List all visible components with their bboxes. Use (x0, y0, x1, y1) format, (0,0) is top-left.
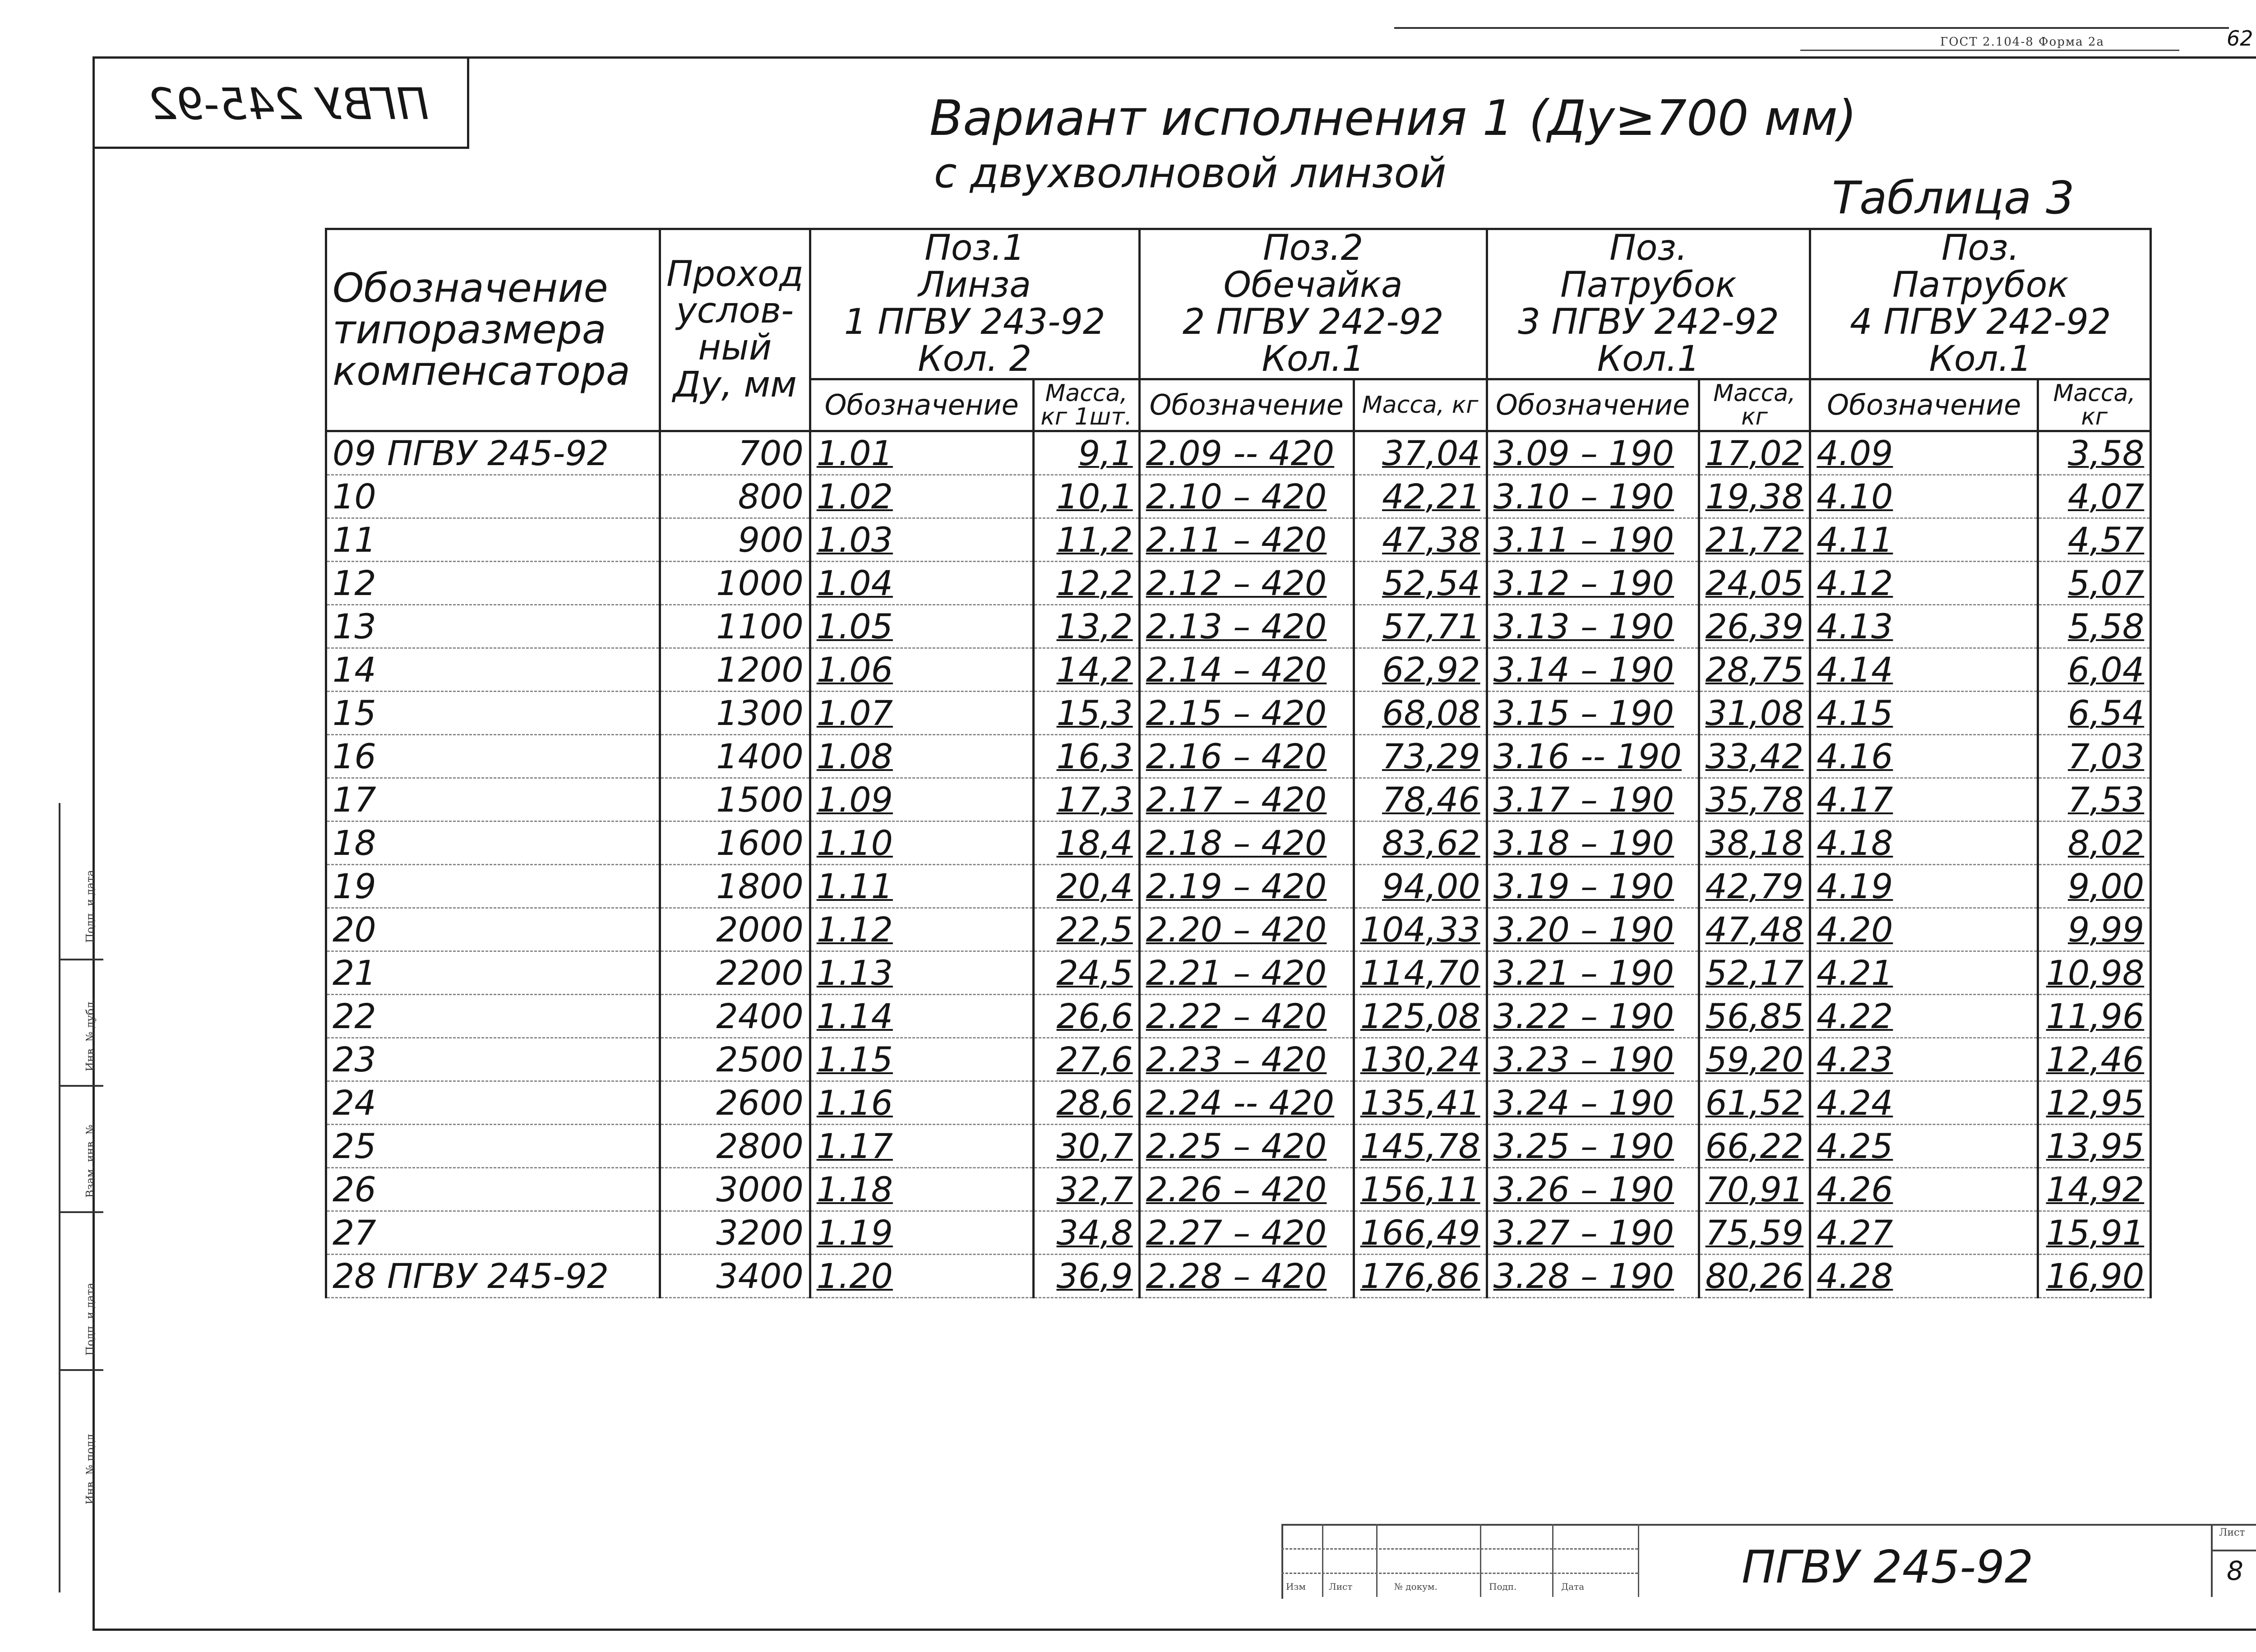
row-pos1-code: 1.01 (810, 431, 1033, 475)
row-pos2-mass: 83,62 (1354, 821, 1487, 864)
row-pos1-mass: 10,1 (1033, 475, 1139, 518)
row-bore: 800 (660, 475, 810, 518)
subheader-mass-4: Масса, кг (2038, 379, 2151, 431)
header-pos-3: Поз. Патрубок 3 ПГВУ 242-92 Кол.1 (1487, 229, 1810, 379)
row-pos1-mass: 24,5 (1033, 951, 1139, 994)
row-pos4-code: 4.13 (1810, 605, 2038, 648)
row-pos4-mass: 13,95 (2038, 1124, 2151, 1167)
document-code: ПГВУ 245-92 (1742, 1541, 2034, 1593)
row-pos4-mass: 12,95 (2038, 1081, 2151, 1124)
row-pos3-mass: 33,42 (1699, 734, 1810, 778)
row-designation: 20 (326, 908, 660, 951)
subheader-designation-3: Обозначение (1487, 379, 1699, 431)
row-pos1-code: 1.06 (810, 648, 1033, 691)
row-bore: 1800 (660, 864, 810, 908)
row-bore: 1300 (660, 691, 810, 734)
page-number-top: 62 (2227, 26, 2253, 51)
row-pos1-code: 1.02 (810, 475, 1033, 518)
margin-cell-2 (60, 959, 103, 1087)
row-pos2-code: 2.14 – 420 (1139, 648, 1354, 691)
row-designation: 21 (326, 951, 660, 994)
row-pos1-code: 1.14 (810, 994, 1033, 1038)
row-pos4-code: 4.28 (1810, 1254, 2038, 1297)
row-designation: 27 (326, 1211, 660, 1254)
row-pos2-mass: 176,86 (1354, 1254, 1487, 1297)
row-pos3-code: 3.13 – 190 (1487, 605, 1699, 648)
row-designation: 26 (326, 1167, 660, 1211)
caption-sign: Подп. (1489, 1581, 1517, 1592)
table-row (326, 605, 2151, 648)
row-pos1-code: 1.05 (810, 605, 1033, 648)
row-pos3-mass: 19,38 (1699, 475, 1810, 518)
margin-label-replace-inv: Взам. инв. № (84, 1124, 97, 1198)
row-designation: 25 (326, 1124, 660, 1167)
sheet-box-divider (2211, 1524, 2213, 1597)
title-line-1: Вариант исполнения 1 (Ду≥700 мм) (929, 90, 1857, 147)
row-pos4-code: 4.22 (1810, 994, 2038, 1038)
row-pos2-mass: 47,38 (1354, 518, 1487, 561)
row-pos2-code: 2.24 -- 420 (1139, 1081, 1354, 1124)
row-pos2-mass: 68,08 (1354, 691, 1487, 734)
row-pos3-mass: 59,20 (1699, 1038, 1810, 1081)
row-pos1-code: 1.12 (810, 908, 1033, 951)
row-pos3-code: 3.10 – 190 (1487, 475, 1699, 518)
row-pos3-code: 3.16 -- 190 (1487, 734, 1699, 778)
row-pos3-mass: 75,59 (1699, 1211, 1810, 1254)
row-pos4-mass: 3,58 (2038, 431, 2151, 475)
row-pos2-mass: 52,54 (1354, 561, 1487, 605)
standard-note: ГОСТ 2.104-8 Форма 2а (1940, 35, 2104, 49)
row-pos2-code: 2.13 – 420 (1139, 605, 1354, 648)
components-table (325, 228, 2152, 1298)
title-line-2: с двухволновой линзой (934, 149, 1447, 197)
row-designation: 22 (326, 994, 660, 1038)
table-row (326, 1254, 2151, 1297)
row-pos4-mass: 6,04 (2038, 648, 2151, 691)
row-designation: 13 (326, 605, 660, 648)
row-pos1-code: 1.20 (810, 1254, 1033, 1297)
subheader-designation-1: Обозначение (810, 379, 1033, 431)
row-designation: 12 (326, 561, 660, 605)
table-body (326, 431, 2151, 1297)
subheader-designation-2: Обозначение (1139, 379, 1354, 431)
row-pos3-mass: 42,79 (1699, 864, 1810, 908)
row-pos4-code: 4.14 (1810, 648, 2038, 691)
row-pos4-code: 4.10 (1810, 475, 2038, 518)
row-pos1-mass: 26,6 (1033, 994, 1139, 1038)
row-pos4-code: 4.17 (1810, 778, 2038, 821)
row-designation: 28 ПГВУ 245-92 (326, 1254, 660, 1297)
row-pos4-mass: 7,53 (2038, 778, 2151, 821)
row-pos4-code: 4.21 (1810, 951, 2038, 994)
row-bore: 900 (660, 518, 810, 561)
row-pos1-code: 1.08 (810, 734, 1033, 778)
caption-date: Дата (1561, 1581, 1585, 1592)
left-margin-strip (59, 803, 103, 1592)
row-pos4-mass: 11,96 (2038, 994, 2151, 1038)
row-pos2-code: 2.27 – 420 (1139, 1211, 1354, 1254)
table-number: Таблица 3 (1832, 171, 2075, 224)
subheader-mass-1: Масса, кг 1шт. (1033, 379, 1139, 431)
row-designation: 15 (326, 691, 660, 734)
row-pos3-code: 3.20 – 190 (1487, 908, 1699, 951)
row-pos1-mass: 11,2 (1033, 518, 1139, 561)
row-pos1-mass: 13,2 (1033, 605, 1139, 648)
row-pos1-mass: 12,2 (1033, 561, 1139, 605)
row-pos1-code: 1.13 (810, 951, 1033, 994)
margin-cell-1 (60, 803, 103, 960)
row-pos2-code: 2.25 – 420 (1139, 1124, 1354, 1167)
row-pos1-code: 1.17 (810, 1124, 1033, 1167)
row-pos2-mass: 37,04 (1354, 431, 1487, 475)
row-bore: 3000 (660, 1167, 810, 1211)
table-row (326, 518, 2151, 561)
row-bore: 2500 (660, 1038, 810, 1081)
row-pos2-mass: 104,33 (1354, 908, 1487, 951)
table-row (326, 908, 2151, 951)
row-pos2-mass: 145,78 (1354, 1124, 1487, 1167)
row-designation: 19 (326, 864, 660, 908)
header-designation: Обозначение типоразмера компенсатора (326, 229, 660, 431)
row-bore: 1400 (660, 734, 810, 778)
row-pos2-mass: 57,71 (1354, 605, 1487, 648)
margin-cell-5 (60, 1369, 103, 1518)
row-pos4-mass: 12,46 (2038, 1038, 2151, 1081)
row-pos4-mass: 4,57 (2038, 518, 2151, 561)
table-row (326, 648, 2151, 691)
subheader-mass-2: Масса, кг (1354, 379, 1487, 431)
sheet-number: 8 (2227, 1555, 2243, 1586)
table-row (326, 691, 2151, 734)
subheader-designation-4: Обозначение (1810, 379, 2038, 431)
row-pos4-mass: 9,99 (2038, 908, 2151, 951)
row-designation: 18 (326, 821, 660, 864)
margin-cell-3 (60, 1085, 103, 1213)
row-bore: 1200 (660, 648, 810, 691)
row-pos1-code: 1.10 (810, 821, 1033, 864)
row-pos3-code: 3.26 – 190 (1487, 1167, 1699, 1211)
row-pos3-code: 3.27 – 190 (1487, 1211, 1699, 1254)
row-pos4-mass: 7,03 (2038, 734, 2151, 778)
row-pos4-code: 4.09 (1810, 431, 2038, 475)
row-designation: 10 (326, 475, 660, 518)
row-pos4-code: 4.15 (1810, 691, 2038, 734)
row-pos4-mass: 6,54 (2038, 691, 2151, 734)
row-pos2-mass: 135,41 (1354, 1081, 1487, 1124)
row-designation: 17 (326, 778, 660, 821)
margin-label-sign-date: Подп. и дата (84, 870, 97, 943)
row-pos4-code: 4.12 (1810, 561, 2038, 605)
row-pos1-code: 1.03 (810, 518, 1033, 561)
row-pos3-code: 3.19 – 190 (1487, 864, 1699, 908)
row-pos3-code: 3.25 – 190 (1487, 1124, 1699, 1167)
row-pos1-mass: 22,5 (1033, 908, 1139, 951)
row-pos3-mass: 31,08 (1699, 691, 1810, 734)
row-pos3-code: 3.12 – 190 (1487, 561, 1699, 605)
row-pos3-mass: 61,52 (1699, 1081, 1810, 1124)
caption-change: Изм (1286, 1581, 1306, 1592)
row-pos1-mass: 9,1 (1033, 431, 1139, 475)
row-pos3-mass: 38,18 (1699, 821, 1810, 864)
table-row (326, 561, 2151, 605)
row-pos2-code: 2.12 – 420 (1139, 561, 1354, 605)
row-pos1-mass: 32,7 (1033, 1167, 1139, 1211)
row-pos3-mass: 47,48 (1699, 908, 1810, 951)
row-pos1-mass: 18,4 (1033, 821, 1139, 864)
row-bore: 2400 (660, 994, 810, 1038)
row-bore: 1500 (660, 778, 810, 821)
row-pos2-code: 2.18 – 420 (1139, 821, 1354, 864)
row-pos3-mass: 28,75 (1699, 648, 1810, 691)
row-pos1-mass: 16,3 (1033, 734, 1139, 778)
row-pos2-code: 2.20 – 420 (1139, 908, 1354, 951)
row-pos1-code: 1.04 (810, 561, 1033, 605)
row-pos3-mass: 17,02 (1699, 431, 1810, 475)
row-pos1-code: 1.15 (810, 1038, 1033, 1081)
row-pos2-code: 2.22 – 420 (1139, 994, 1354, 1038)
row-pos2-mass: 125,08 (1354, 994, 1487, 1038)
row-pos3-mass: 70,91 (1699, 1167, 1810, 1211)
row-designation: 16 (326, 734, 660, 778)
row-pos4-code: 4.19 (1810, 864, 2038, 908)
table-row (326, 821, 2151, 864)
row-pos1-mass: 20,4 (1033, 864, 1139, 908)
row-pos3-mass: 66,22 (1699, 1124, 1810, 1167)
row-pos3-code: 3.11 – 190 (1487, 518, 1699, 561)
row-pos1-mass: 27,6 (1033, 1038, 1139, 1081)
row-pos4-code: 4.26 (1810, 1167, 2038, 1211)
row-pos2-mass: 62,92 (1354, 648, 1487, 691)
row-designation: 11 (326, 518, 660, 561)
table-row (326, 1124, 2151, 1167)
header-bore: Проход услов-ный Ду, мм (660, 229, 810, 431)
margin-label-dup-inv: Инв. № дубл. (84, 998, 97, 1071)
row-pos4-code: 4.25 (1810, 1124, 2038, 1167)
row-pos1-code: 1.19 (810, 1211, 1033, 1254)
row-pos2-code: 2.19 – 420 (1139, 864, 1354, 908)
row-pos4-code: 4.16 (1810, 734, 2038, 778)
table-row (326, 951, 2151, 994)
row-designation: 14 (326, 648, 660, 691)
sheet-box-rule (2211, 1550, 2256, 1551)
row-pos4-mass: 8,02 (2038, 821, 2151, 864)
row-pos1-code: 1.16 (810, 1081, 1033, 1124)
row-pos1-mass: 17,3 (1033, 778, 1139, 821)
row-pos4-code: 4.11 (1810, 518, 2038, 561)
row-pos1-code: 1.18 (810, 1167, 1033, 1211)
row-pos4-mass: 10,98 (2038, 951, 2151, 994)
row-pos4-code: 4.23 (1810, 1038, 2038, 1081)
row-pos1-mass: 15,3 (1033, 691, 1139, 734)
row-pos3-mass: 80,26 (1699, 1254, 1810, 1297)
row-bore: 2200 (660, 951, 810, 994)
row-pos1-mass: 28,6 (1033, 1081, 1139, 1124)
row-pos2-code: 2.23 – 420 (1139, 1038, 1354, 1081)
row-bore: 700 (660, 431, 810, 475)
row-pos2-code: 2.26 – 420 (1139, 1167, 1354, 1211)
header-pos-4: Поз. Патрубок 4 ПГВУ 242-92 Кол.1 (1810, 229, 2151, 379)
row-pos4-code: 4.24 (1810, 1081, 2038, 1124)
table-row (326, 864, 2151, 908)
row-pos3-code: 3.24 – 190 (1487, 1081, 1699, 1124)
row-pos3-code: 3.28 – 190 (1487, 1254, 1699, 1297)
row-pos2-mass: 73,29 (1354, 734, 1487, 778)
row-pos4-code: 4.20 (1810, 908, 2038, 951)
row-pos1-code: 1.07 (810, 691, 1033, 734)
row-pos4-mass: 5,58 (2038, 605, 2151, 648)
row-pos3-mass: 26,39 (1699, 605, 1810, 648)
header-pos-1: Поз.1 Линза 1 ПГВУ 243-92 Кол. 2 (810, 229, 1139, 379)
row-pos4-code: 4.27 (1810, 1211, 2038, 1254)
row-pos1-mass: 34,8 (1033, 1211, 1139, 1254)
row-pos3-mass: 24,05 (1699, 561, 1810, 605)
row-bore: 3200 (660, 1211, 810, 1254)
row-bore: 2000 (660, 908, 810, 951)
row-pos3-mass: 35,78 (1699, 778, 1810, 821)
row-bore: 2800 (660, 1124, 810, 1167)
row-pos2-mass: 114,70 (1354, 951, 1487, 994)
row-pos3-code: 3.23 – 190 (1487, 1038, 1699, 1081)
header-pos-2: Поз.2 Обечайка 2 ПГВУ 242-92 Кол.1 (1139, 229, 1487, 379)
row-pos4-mass: 14,92 (2038, 1167, 2151, 1211)
row-pos1-code: 1.09 (810, 778, 1033, 821)
row-pos1-mass: 36,9 (1033, 1254, 1139, 1297)
caption-doc-no: № докум. (1394, 1581, 1438, 1592)
row-bore: 3400 (660, 1254, 810, 1297)
row-pos1-mass: 30,7 (1033, 1124, 1139, 1167)
row-bore: 2600 (660, 1081, 810, 1124)
row-pos2-code: 2.15 – 420 (1139, 691, 1354, 734)
row-pos3-mass: 56,85 (1699, 994, 1810, 1038)
sheet-label: Лист (2219, 1527, 2245, 1538)
row-pos3-code: 3.15 – 190 (1487, 691, 1699, 734)
table-row (326, 778, 2151, 821)
caption-sheet: Лист (1329, 1581, 1353, 1592)
row-pos3-mass: 52,17 (1699, 951, 1810, 994)
row-pos2-mass: 156,11 (1354, 1167, 1487, 1211)
row-pos4-mass: 5,07 (2038, 561, 2151, 605)
row-pos3-code: 3.09 – 190 (1487, 431, 1699, 475)
row-pos4-code: 4.18 (1810, 821, 2038, 864)
row-pos2-mass: 78,46 (1354, 778, 1487, 821)
margin-label-orig-inv: Инв. № подл. (84, 1430, 97, 1504)
row-bore: 1000 (660, 561, 810, 605)
row-pos2-code: 2.21 – 420 (1139, 951, 1354, 994)
row-pos2-mass: 166,49 (1354, 1211, 1487, 1254)
row-pos1-code: 1.11 (810, 864, 1033, 908)
table-row (326, 1038, 2151, 1081)
table-row (326, 1211, 2151, 1254)
mirrored-document-code: ПГВУ 245-92 (149, 79, 429, 129)
row-pos3-mass: 21,72 (1699, 518, 1810, 561)
row-pos3-code: 3.14 – 190 (1487, 648, 1699, 691)
row-pos3-code: 3.18 – 190 (1487, 821, 1699, 864)
row-pos2-code: 2.09 -- 420 (1139, 431, 1354, 475)
row-pos4-mass: 16,90 (2038, 1254, 2151, 1297)
row-bore: 1600 (660, 821, 810, 864)
top-rule (1394, 27, 2229, 29)
row-pos4-mass: 15,91 (2038, 1211, 2151, 1254)
row-designation: 23 (326, 1038, 660, 1081)
row-pos2-mass: 42,21 (1354, 475, 1487, 518)
table-row (326, 475, 2151, 518)
row-pos3-code: 3.22 – 190 (1487, 994, 1699, 1038)
row-pos2-mass: 94,00 (1354, 864, 1487, 908)
row-pos4-mass: 4,07 (2038, 475, 2151, 518)
table-row (326, 431, 2151, 475)
subheader-mass-3: Масса, кг (1699, 379, 1810, 431)
row-pos2-code: 2.10 – 420 (1139, 475, 1354, 518)
table-row (326, 1167, 2151, 1211)
table-row (326, 734, 2151, 778)
row-pos2-code: 2.11 – 420 (1139, 518, 1354, 561)
margin-cell-4 (60, 1211, 103, 1371)
row-designation: 09 ПГВУ 245-92 (326, 431, 660, 475)
row-pos2-code: 2.16 – 420 (1139, 734, 1354, 778)
table-row (326, 994, 2151, 1038)
row-pos2-code: 2.17 – 420 (1139, 778, 1354, 821)
row-bore: 1100 (660, 605, 810, 648)
table-row (326, 1081, 2151, 1124)
row-pos1-mass: 14,2 (1033, 648, 1139, 691)
row-pos4-mass: 9,00 (2038, 864, 2151, 908)
row-pos3-code: 3.17 – 190 (1487, 778, 1699, 821)
row-pos2-code: 2.28 – 420 (1139, 1254, 1354, 1297)
row-pos2-mass: 130,24 (1354, 1038, 1487, 1081)
margin-label-sign-date-2: Подп. и дата (84, 1283, 97, 1356)
top-rule-short (1800, 50, 2179, 51)
row-pos3-code: 3.21 – 190 (1487, 951, 1699, 994)
row-designation: 24 (326, 1081, 660, 1124)
